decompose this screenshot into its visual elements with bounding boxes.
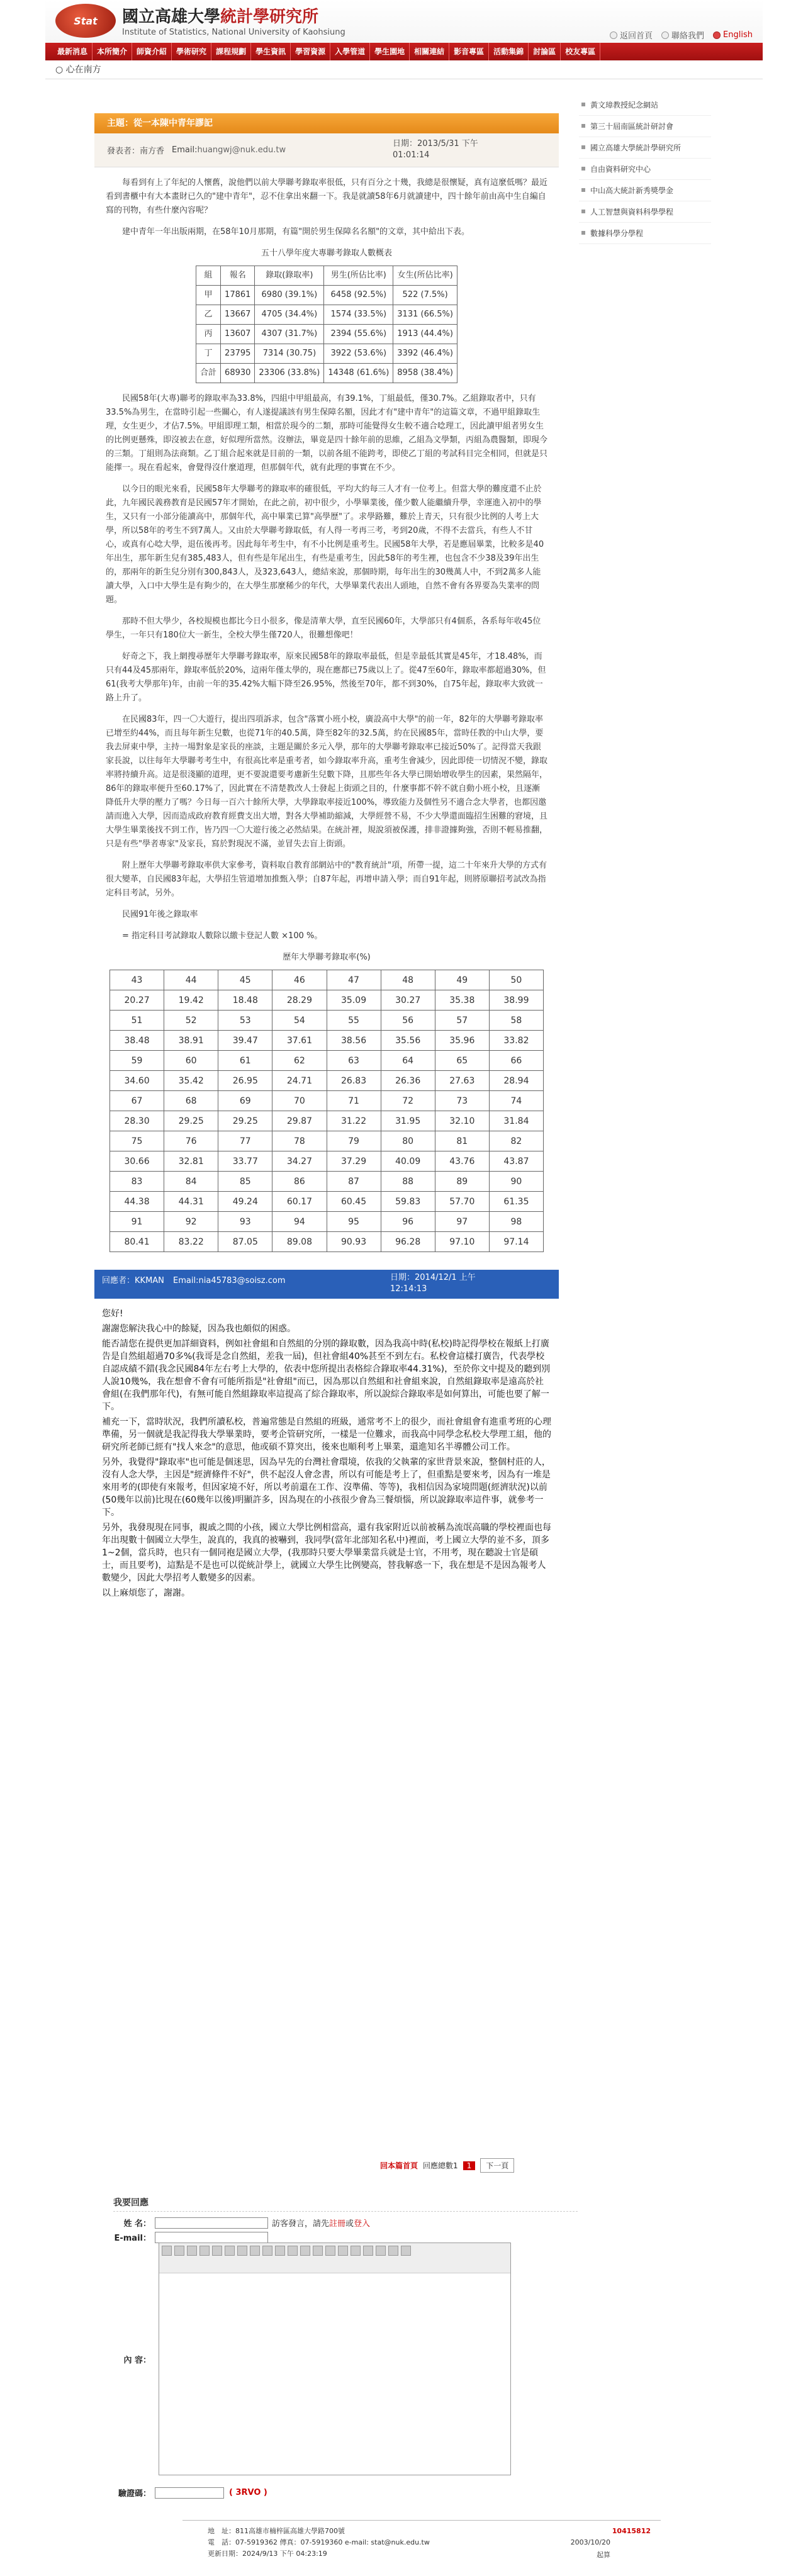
rate-table-cell: 44 — [164, 970, 218, 990]
rate-table-cell: 60 — [164, 1051, 218, 1071]
login-hint: 訪客發言，請先註冊或登入 — [272, 2219, 371, 2229]
rate-table-cell: 93 — [218, 1212, 272, 1232]
rate-table-cell: 78 — [272, 1131, 327, 1151]
table-icon[interactable] — [363, 2246, 373, 2256]
table-row: 丙 13607 4307 (31.7%) 2394 (55.6%) 1913 (44.4%) — [196, 325, 457, 344]
footer-address: 地 址：811高雄市楠梓區高雄大學路700號 — [208, 2527, 345, 2535]
nav-item-faculty[interactable]: 師資介紹 — [132, 43, 172, 60]
reply-count: 回應總數1 — [423, 2161, 458, 2170]
rate-table-cell: 96.28 — [381, 1232, 435, 1252]
breadcrumb: ○ 心在南方 — [45, 60, 763, 79]
captcha-code: ( 3RVO ) — [229, 2488, 267, 2497]
rate-table-cell: 94 — [272, 1212, 327, 1232]
rate-table-cell: 51 — [110, 1011, 164, 1031]
rate-table-cell: 46 — [272, 970, 327, 990]
form-heading: 我要回應 — [113, 2196, 578, 2212]
author-label: 發表者： — [107, 147, 140, 156]
rate-table-cell: 97.10 — [435, 1232, 489, 1252]
rate-table-cell: 32.81 — [164, 1151, 218, 1172]
bold-icon[interactable] — [275, 2246, 285, 2256]
rate-table-cell: 20.27 — [110, 990, 164, 1011]
rate-table-cell: 90 — [489, 1172, 543, 1192]
rate-table-cell: 19.42 — [164, 990, 218, 1011]
email-field[interactable] — [155, 2232, 268, 2243]
rate-table-cell: 53 — [218, 1011, 272, 1031]
smiley-icon[interactable] — [376, 2246, 386, 2256]
nav-item-about[interactable]: 本所簡介 — [93, 43, 132, 60]
captcha-label: 驗證碼： — [118, 2489, 151, 2499]
rate-table-cell: 66 — [489, 1051, 543, 1071]
reply-date: 日期：2014/12/1 上午 12:14:13 — [390, 1273, 476, 1294]
rate-table-row — [110, 1111, 544, 1131]
rate-table-cell: 29.25 — [218, 1111, 272, 1131]
rate-table-cell: 35.09 — [327, 990, 381, 1011]
email-label: E-mail： — [114, 2234, 151, 2243]
rate-table-row — [110, 1051, 544, 1071]
back-to-topic-link[interactable]: 回本篇首頁 — [380, 2161, 418, 2170]
rate-table-cell: 86 — [272, 1172, 327, 1192]
rate-table-cell: 60.17 — [272, 1192, 327, 1212]
rate-table-cell: 61 — [218, 1051, 272, 1071]
rate-table-cell: 44.31 — [164, 1192, 218, 1212]
table-row: 合計 68930 23306 (33.8%) 14348 (61.6%) 8958 (38.4%) — [196, 364, 457, 383]
rate-table-cell: 77 — [218, 1131, 272, 1151]
sidebar-item-institute[interactable]: 國立高雄大學統計學研究所 — [579, 137, 711, 159]
sidebar-item-memorial[interactable]: 黃文璋教授紀念網站 — [579, 94, 711, 116]
rate-table-cell: 68 — [164, 1091, 218, 1111]
reply-form — [113, 2196, 578, 2499]
rate-table-cell: 64 — [381, 1051, 435, 1071]
topic-title: 主題：從一本陳中青年謬記 — [94, 113, 559, 133]
rate-table-cell: 70 — [272, 1091, 327, 1111]
nav-item-research[interactable]: 學術研究 — [172, 43, 211, 60]
rate-table-cell: 85 — [218, 1172, 272, 1192]
color-icon[interactable] — [388, 2246, 398, 2256]
rate-table-cell: 35.38 — [435, 990, 489, 1011]
image-icon[interactable] — [351, 2246, 361, 2256]
underline-icon[interactable] — [300, 2246, 310, 2256]
rate-table-cell: 34.60 — [110, 1071, 164, 1091]
rate-table-cell: 31.22 — [327, 1111, 381, 1131]
site-subtitle: Institute of Statistics, National University of Kaohsiung — [122, 28, 345, 37]
rate-table-cell: 63 — [327, 1051, 381, 1071]
rate-table-cell: 28.94 — [489, 1071, 543, 1091]
rate-table-row — [110, 1071, 544, 1091]
footer-phone: 電 話：07-5919362 傳真：07-5919360 e-mail: stat@nuk.edu.tw — [208, 2538, 430, 2546]
sidebar-item-data-center[interactable]: 自由資料研究中心 — [579, 159, 711, 180]
home-icon — [610, 31, 617, 39]
title-institute: 統計學研究所 — [220, 8, 319, 26]
rate-table-cell: 87 — [327, 1172, 381, 1192]
top-links — [610, 29, 753, 41]
rate-table-row — [110, 1151, 544, 1172]
rate-table-cell: 89.08 — [272, 1232, 327, 1252]
rate-table-cell: 56 — [381, 1011, 435, 1031]
captcha-row — [113, 2487, 267, 2499]
rate-table-cell: 29.25 — [164, 1111, 218, 1131]
rate-table-cell: 80 — [381, 1131, 435, 1151]
rate-table-cell: 67 — [110, 1091, 164, 1111]
nav-item-video[interactable]: 影音專區 — [449, 43, 489, 60]
rate-table — [109, 970, 544, 1252]
rate-table-cell: 26.36 — [381, 1071, 435, 1091]
rate-table-cell: 73 — [435, 1091, 489, 1111]
maximize-icon[interactable] — [401, 2246, 411, 2256]
rate-table-cell: 83.22 — [164, 1232, 218, 1252]
rate-table-cell: 59 — [110, 1051, 164, 1071]
rate-table-cell: 18.48 — [218, 990, 272, 1011]
link-icon[interactable] — [338, 2246, 348, 2256]
reply-line: 另外，我覺得"錄取率"也可能是個迷思，因為早先的台灣社會環境，依我的父執輩的家世背景來說，整個村莊的人，沒有人念大學，主因是"經濟條件不好"，供不起沒人會念書，所以有可能是考上了，但重點是要來考，因為有一堆是來用考的(即使有來報考，但因家境不好，所以考前還在工作、沒準備、等等)，我相信因為家境問題(經濟狀況)以前(50幾年以前)比現在(60幾年以後)明顯許多，因為現在的小孩很少會為三餐煩惱，所以說錄取率這件事，就參考一下。 — [102, 1457, 551, 1518]
content-editor[interactable] — [159, 2243, 511, 2475]
rate-table-cell: 87.05 — [218, 1232, 272, 1252]
rate-table-cell: 37.29 — [327, 1151, 381, 1172]
reply-line: 謝謝您解決我心中的餘疑，因為我也頗似的困惑。 — [102, 1324, 296, 1334]
sidebar-item-ai-program[interactable]: 人工智慧與資料科學學程 — [579, 201, 711, 223]
rate-table-cell: 43.87 — [489, 1151, 543, 1172]
paragraph: 在民國83年，四一〇大遊行，提出四項訴求，包含"落實小班小校，廣設高中大學"的前一年，82年的大學聯考錄取率已增至約44%，而且每年新生兒數，也從71年的40.5萬，降至82年的32.5萬，約在民國85年，當時任教的中山大學，要我去屏東中學，主持一場對象是家長的座談，主題是關於多元入學，那年的大學聯考錄取率已接近50%了。記得當天我跟家長說，以往每年大學聯考考生中，有很高比率是重考者，如今錄取率升高，重考生會減少，因此即使一切情況不變，錄取率將持續升高。這是很淺顯的道理，更不要說還要考慮新生兒數下降，且那些年各大學已開始增收學生的因素，果然隔年，86年的錄取率便升至60.17%了，因此實在不清楚教改人士發起上街頭之目的，什麼事都不幹不就自動小班小校，且逐漸降低升大學的壓力了嗎？今日每一百六十餘所大學，大學錄取率接近100%，導致能力及個性另不適合念大學者，也都因邀請而進入大學，因而造成政府教育經費支出大增，對各大學補助縮減，大學經營不易，不少大學還面臨招生困難的窘境，且大學生畢業後找不到工作，皆乃四一〇大遊行後之必然結果。在統計裡，規說須被保護，排非證據夠強，否則不輕易推翻，只是有些"學者專家"及家長，寫於對現況不滿，並冒失去盲上街頭。 — [106, 715, 548, 849]
sidebar-item-scholarship[interactable]: 中山高大統計新秀獎學金 — [579, 180, 711, 201]
rate-table-cell: 84 — [164, 1172, 218, 1192]
university-logo[interactable]: Stat — [55, 4, 116, 38]
paragraph: 民國58年(大專)聯考的錄取率為33.8%，四組中甲組最高，有39.1%，丁組最低，僅30.7%。乙組錄取者中，只有33.5%為男生，在當時引起一些關心，有人遂提議該有男生保障名額，因此才有"建中青年"的這篇文章，不過甲組錄取生理，女生更少，才佔7.5%。甲組即理工類，相當於現今的二類，那時可能覺得女生較不適合唸理工，因此讀甲組者男女生的比例更懸殊，即沒被去在意，好似理所當然。沒辦法，畢竟是四十餘年前的思維，乙組為文學類，丙組為農醫類，即現今的三類。丁組則為法商類。乙丁組合起來就是目前的一類，以前各組不能跨考，即使乙丁組的考試科目完全相同，但就是只能擇一。現在看起來，會覺得沒什麼道理，但那個年代，就有此理的事實在不少。 — [106, 394, 548, 473]
paragraph: 建中青年一年出版兩期，在58年10月那期，有篇"開於男生保障名名額"的文章，其中給出下表。 — [122, 227, 470, 237]
rate-table-cell: 43 — [110, 970, 164, 990]
rate-table-cell: 71 — [327, 1091, 381, 1111]
reply-line: 另外，我發現現在同事，親戚之間的小孩，國立大學比例相當高，還有我家附近以前被稱為流氓高職的學校裡面也每年出現數十個國立大學生，說真的，我真的被嚇到，我同學(當年北部知名私中)裡面，考上國立大學的並不多，頂多1~2個，當兵時，也只有一個同袍是國立大學，(我那時只要大學畢業當兵就是士官，不用考，現在聽說士官是碩士，而且要考)，這點是不是也可以從統計學上，就國立大學生比例變高，替我解惑一下，我在想是不是因為報考人數變少，因此大學招考人數變多的因素。 — [102, 1523, 551, 1583]
home-link[interactable]: 返回首頁 — [610, 29, 653, 41]
rate-table-cell: 38.91 — [164, 1031, 218, 1051]
page — [45, 0, 763, 79]
rate-table-cell: 59.83 — [381, 1192, 435, 1212]
redo-icon[interactable] — [262, 2246, 272, 2256]
italic-icon[interactable] — [288, 2246, 298, 2256]
rate-table-cell: 57 — [435, 1011, 489, 1031]
rate-table-cell: 50 — [489, 970, 543, 990]
rate-table-row — [110, 1192, 544, 1212]
nav-item-resources[interactable]: 學習資源 — [291, 43, 330, 60]
email-row — [113, 2231, 578, 2243]
captcha-input[interactable] — [155, 2487, 224, 2499]
site-header — [45, 0, 763, 43]
table-title: 歷年大學聯考錄取率(%) — [283, 953, 371, 962]
rate-table-cell: 45 — [218, 970, 272, 990]
footer-updated: 更新日期：2024/9/13 下午 04:23:19 — [208, 2550, 327, 2558]
rate-table-cell: 48 — [381, 970, 435, 990]
visit-counter: 10415812 — [612, 2527, 651, 2535]
rate-table-cell: 40.09 — [381, 1151, 435, 1172]
new-page-icon[interactable] — [187, 2246, 197, 2256]
rate-table-row — [110, 990, 544, 1011]
nav-item-forum[interactable]: 討論區 — [529, 43, 561, 60]
reply-line: 能否請您在提供更加詳細資料，例如社會組和自然組的分別的錄取數，因為我高中時(私校)時記得學校在報紙上打廣告是自然組超過70多%(我哥是念自然組，差我一屆)，但社會組40%甚至不到左右。私校會這樣打廣告，代表學校自認成績不錯(我念民國84年左右考上大學的，依表中您所提出表格綜合錄取率44.31%)，至於你文中提及的聽到別人說10幾%，我在想會不會有可能所指是"社會組"而已，因為那以自然組和社會組來說，自然組錄取率是遠高於社會組(在我們那年代)，有無可能自然組錄取率這提高了綜合錄取率，所以說綜合錄取率是如何算出，可能也要了解一下。 — [102, 1339, 551, 1412]
rate-table-row — [110, 1131, 544, 1151]
cut-icon[interactable] — [212, 2246, 222, 2256]
rate-table-cell: 96 — [381, 1212, 435, 1232]
rate-table-cell: 89 — [435, 1172, 489, 1192]
rate-table-cell: 92 — [164, 1212, 218, 1232]
nav-item-students[interactable]: 學生資訊 — [251, 43, 291, 60]
name-row — [113, 2217, 578, 2229]
post-date: 日期：2013/5/31 下午 01:01:14 — [393, 139, 478, 160]
rate-table-cell: 30.66 — [110, 1151, 164, 1172]
pager — [380, 2158, 514, 2173]
post-body — [94, 167, 559, 1270]
rate-table-row — [110, 1232, 544, 1252]
rate-table-row — [110, 1031, 544, 1051]
rate-table-cell: 35.42 — [164, 1071, 218, 1091]
rate-table-cell: 81 — [435, 1131, 489, 1151]
rate-table-cell: 54 — [272, 1011, 327, 1031]
sidebar-item-conference[interactable]: 第三十屆南區統計研討會 — [579, 116, 711, 137]
rate-table-cell: 83 — [110, 1172, 164, 1192]
rate-table-cell: 49.24 — [218, 1192, 272, 1212]
rate-table-cell: 32.10 — [435, 1111, 489, 1131]
nav-item-links[interactable]: 相關連結 — [410, 43, 449, 60]
site-footer — [182, 2520, 661, 2570]
nav-item-courses[interactable]: 課程規劃 — [211, 43, 251, 60]
sidebar-item-ds-program[interactable]: 數據科學分學程 — [579, 223, 711, 244]
rate-table-cell: 91 — [110, 1212, 164, 1232]
rate-table-cell: 26.83 — [327, 1071, 381, 1091]
rate-table-row — [110, 970, 544, 990]
page-number[interactable]: 1 — [463, 2161, 476, 2170]
mail-icon — [661, 31, 669, 39]
main-nav — [45, 43, 763, 60]
table-row: 甲 17861 6980 (39.1%) 6458 (92.5%) 522 (7.5%) — [196, 286, 457, 305]
paste-icon[interactable] — [237, 2246, 247, 2256]
rate-table-cell: 38.56 — [327, 1031, 381, 1051]
nav-item-news[interactable]: 最新消息 — [53, 43, 93, 60]
site-title — [122, 4, 318, 27]
preview-icon[interactable] — [199, 2246, 210, 2256]
table-row: 乙 13667 4705 (34.4%) 1574 (33.5%) 3131 (66.5%) — [196, 305, 457, 325]
rate-table-cell: 35.96 — [435, 1031, 489, 1051]
nav-item-admission[interactable]: 入學管道 — [330, 43, 370, 60]
copy-icon[interactable] — [225, 2246, 235, 2256]
rate-table-cell: 75 — [110, 1131, 164, 1151]
rate-table-row — [110, 1172, 544, 1192]
table-title: 五十八學年度大專聯考錄取人數概表 — [261, 249, 392, 258]
rate-table-cell: 57.70 — [435, 1192, 489, 1212]
contact-link[interactable]: 聯絡我們 — [661, 29, 704, 41]
save-icon[interactable] — [174, 2246, 184, 2256]
login-link[interactable]: 登入 — [354, 2219, 371, 2229]
reply-line: 您好! — [102, 1309, 123, 1319]
rate-table-row — [110, 1011, 544, 1031]
nav-item-alumni[interactable]: 校友專區 — [561, 43, 600, 60]
email-label: Email: — [172, 145, 198, 155]
author-email[interactable]: huangwj@nuk.edu.tw — [197, 145, 286, 155]
nav-item-student-area[interactable]: 學生園地 — [370, 43, 410, 60]
globe-icon — [713, 31, 721, 39]
paragraph: 附上歷年大學聯考錄取率供大家參考，資料取自教育部網站中的"教育統計"項，所帶一提，這二十年來升大學的方式有很大變革，自民國83年起，大學招生管道增加推甄入學；自87年起，再增申請入學；而自91年起，則將原聯招考試改為指定科目考試，另外。 — [106, 861, 547, 898]
name-label: 姓 名： — [123, 2219, 151, 2229]
next-page-button[interactable]: 下一頁 — [480, 2158, 514, 2173]
title-university: 國立高雄大學 — [122, 8, 221, 26]
register-link[interactable]: 註冊 — [329, 2219, 346, 2229]
undo-icon[interactable] — [250, 2246, 260, 2256]
table-header-row: 組 報名 錄取(錄取率) 男生(所佔比率) 女生(所佔比率) — [196, 266, 457, 286]
counter-since: 2003/10/20 — [570, 2538, 610, 2546]
rate-table-cell: 29.87 — [272, 1111, 327, 1131]
rate-table-cell: 61.35 — [489, 1192, 543, 1212]
rate-table-cell: 62 — [272, 1051, 327, 1071]
rate-table-cell: 60.45 — [327, 1192, 381, 1212]
rate-table-cell: 74 — [489, 1091, 543, 1111]
name-input[interactable] — [155, 2217, 268, 2229]
rate-table-cell: 38.48 — [110, 1031, 164, 1051]
rate-table-cell: 82 — [489, 1131, 543, 1151]
rate-table-cell: 33.77 — [218, 1151, 272, 1172]
list-icon[interactable] — [313, 2246, 323, 2256]
rate-table-cell: 98 — [489, 1212, 543, 1232]
formula-label: 民國91年後之錄取率 — [122, 910, 198, 919]
paragraph: 那時不但大學少，各校規模也都比今日小很多，像是清華大學，直至民國60年，大學部只有4個系，各系每年收45位學生，一年只有180位大一新生，全校大學生僅720人，很難想像吧！ — [106, 617, 541, 640]
source-icon[interactable] — [162, 2246, 172, 2256]
editor-toolbar — [159, 2243, 510, 2273]
rate-table-cell: 34.27 — [272, 1151, 327, 1172]
rate-table-cell: 49 — [435, 970, 489, 990]
reply-body — [94, 1299, 559, 1611]
reply-email[interactable]: nia45783@soisz.com — [198, 1276, 286, 1285]
rate-table-cell: 90.93 — [327, 1232, 381, 1252]
rate-table-cell: 76 — [164, 1131, 218, 1151]
rate-table-cell: 72 — [381, 1091, 435, 1111]
rate-table-cell: 88 — [381, 1172, 435, 1192]
rate-table-cell: 37.61 — [272, 1031, 327, 1051]
rate-table-cell: 28.30 — [110, 1111, 164, 1131]
formula: = 指定科目考試錄取人數除以繳卡登記人數 ×100 %。 — [122, 931, 323, 941]
content-label: 內 容： — [123, 2356, 151, 2365]
admission-table — [196, 266, 457, 383]
rate-table-cell: 30.27 — [381, 990, 435, 1011]
rate-table-cell: 31.95 — [381, 1111, 435, 1131]
rate-table-cell: 97 — [435, 1212, 489, 1232]
rate-table-cell: 79 — [327, 1131, 381, 1151]
reply-line: 以上麻煩您了，謝謝。 — [102, 1588, 190, 1598]
rate-table-cell: 55 — [327, 1011, 381, 1031]
rate-table-cell: 24.71 — [272, 1071, 327, 1091]
table-row: 丁 23795 7314 (30.75) 3922 (53.6%) 3392 (46.4%) — [196, 344, 457, 364]
rate-table-cell: 28.29 — [272, 990, 327, 1011]
rate-table-cell: 39.47 — [218, 1031, 272, 1051]
rate-table-cell: 52 — [164, 1011, 218, 1031]
rate-table-row — [110, 1212, 544, 1232]
paragraph: 每看到有上了年紀的人懷舊，說他們以前大學聯考錄取率很低，只有百分之十幾，我總是很懷疑，真有這麼低嗎？最近看到書櫃中有大本畫財已久的"建中青年"，忍不住拿出來翻一下。我是就讀58年6月就讀建中，四十餘年前由高中生自編自寫的刊物，有些什麼內容呢？ — [106, 178, 548, 215]
counter-since-label: 起算 — [597, 2551, 610, 2559]
rate-table-cell: 58 — [489, 1011, 543, 1031]
align-icon[interactable] — [325, 2246, 335, 2256]
rate-table-cell: 35.56 — [381, 1031, 435, 1051]
rate-table-cell: 26.95 — [218, 1071, 272, 1091]
nav-item-gallery[interactable]: 活動集錦 — [489, 43, 529, 60]
sidebar — [579, 94, 711, 244]
rate-table-cell: 31.84 — [489, 1111, 543, 1131]
rate-table-cell: 43.76 — [435, 1151, 489, 1172]
reply-info: 回應者：KKMAN Email:nia45783@soisz.com 日期：2014/12/1 上午 12:14:13 — [94, 1270, 559, 1299]
rate-table-cell: 33.82 — [489, 1031, 543, 1051]
reply-line: 補充一下，當時狀況，我們所讀私校，普遍常態是自然組的班級，通常考不上的很少，而社會組會有進重考班的心理準備，另一個就是我記得我大學畢業時，要考企管研究所，一樣是一位難求，而我高中同學念私校大學理工組，他的研究所老師已經有"找人來念"的意思，他或碩不算突出，後來也順利考上畢業，還進知名半導體公司工作。 — [102, 1417, 551, 1452]
rate-table-cell: 97.14 — [489, 1232, 543, 1252]
paragraph: 以今日的眼光來看，民國58年大學聯考的錄取率的確很低，平均大約每三人才有一位考上。但當大學的難度還不止於此，九年國民義務教育是民國57年才開始，在此之前，初中很少，小學畢業後，僅少數人能繼續升學，幸運進入初中的學生，又只有一小部分能讀高中，那個年代，高中畢業已算"高學歷"了。求學路難，難於上青天，只有很少比例的人考上大學，所以58年的考生不到7萬人。又由於大學聯考錄取低，有人得一考再三考，考到20歲，不得不去當兵，有些人不甘心，或真有心唸大學，退伍後再考。因此每年考生中，有不小比例是重考生。民國58年大學，若是應屆畢業，比較多是40年出生，那年新生兒有385,483人，但有些是年尾出生，有些是重考生，因此58年的考生裡，也包含不少38及39年出生的，那兩年的新生兒分別有300,843人，及323,643人，總結來說，那個時期，每年出生的30幾萬人中，不到2萬多人能讀大學，入口中大學生是有夠少的，在大學生那麼稀少的年代，大學畢業代表出人頭地，自然不會有各界要為失業率的問題。 — [106, 484, 544, 605]
rate-table-cell: 80.41 — [110, 1232, 164, 1252]
author-name: 南方香 — [140, 147, 165, 156]
rate-table-cell: 38.99 — [489, 990, 543, 1011]
rate-table-cell: 47 — [327, 970, 381, 990]
main-content — [94, 113, 559, 1611]
english-link[interactable]: English — [713, 30, 753, 40]
rate-table-cell: 95 — [327, 1212, 381, 1232]
post-info — [94, 133, 559, 167]
rate-table-cell: 65 — [435, 1051, 489, 1071]
rate-table-cell: 27.63 — [435, 1071, 489, 1091]
breadcrumb-label: 心在南方 — [65, 65, 101, 75]
rate-table-cell: 44.38 — [110, 1192, 164, 1212]
reply-author: KKMAN — [135, 1276, 164, 1285]
paragraph: 好奇之下，我上網搜尋歷年大學聯考錄取率，原來民國58年的錄取率最低，但是幸最低其實是45年，才18.48%，而只有44及45那兩年，錄取率低於20%，這兩年僅太學的，現在應都已75歲以上了。從47至60年，錄取率都超過30%，但61(我考大學那年)年，由前一年的35.42%大幅下降至26.95%，然後至70年，都不到30%，自75年起，錄取率大致就一路上升了。 — [106, 652, 546, 703]
rate-table-row — [110, 1091, 544, 1111]
rate-table-cell: 69 — [218, 1091, 272, 1111]
